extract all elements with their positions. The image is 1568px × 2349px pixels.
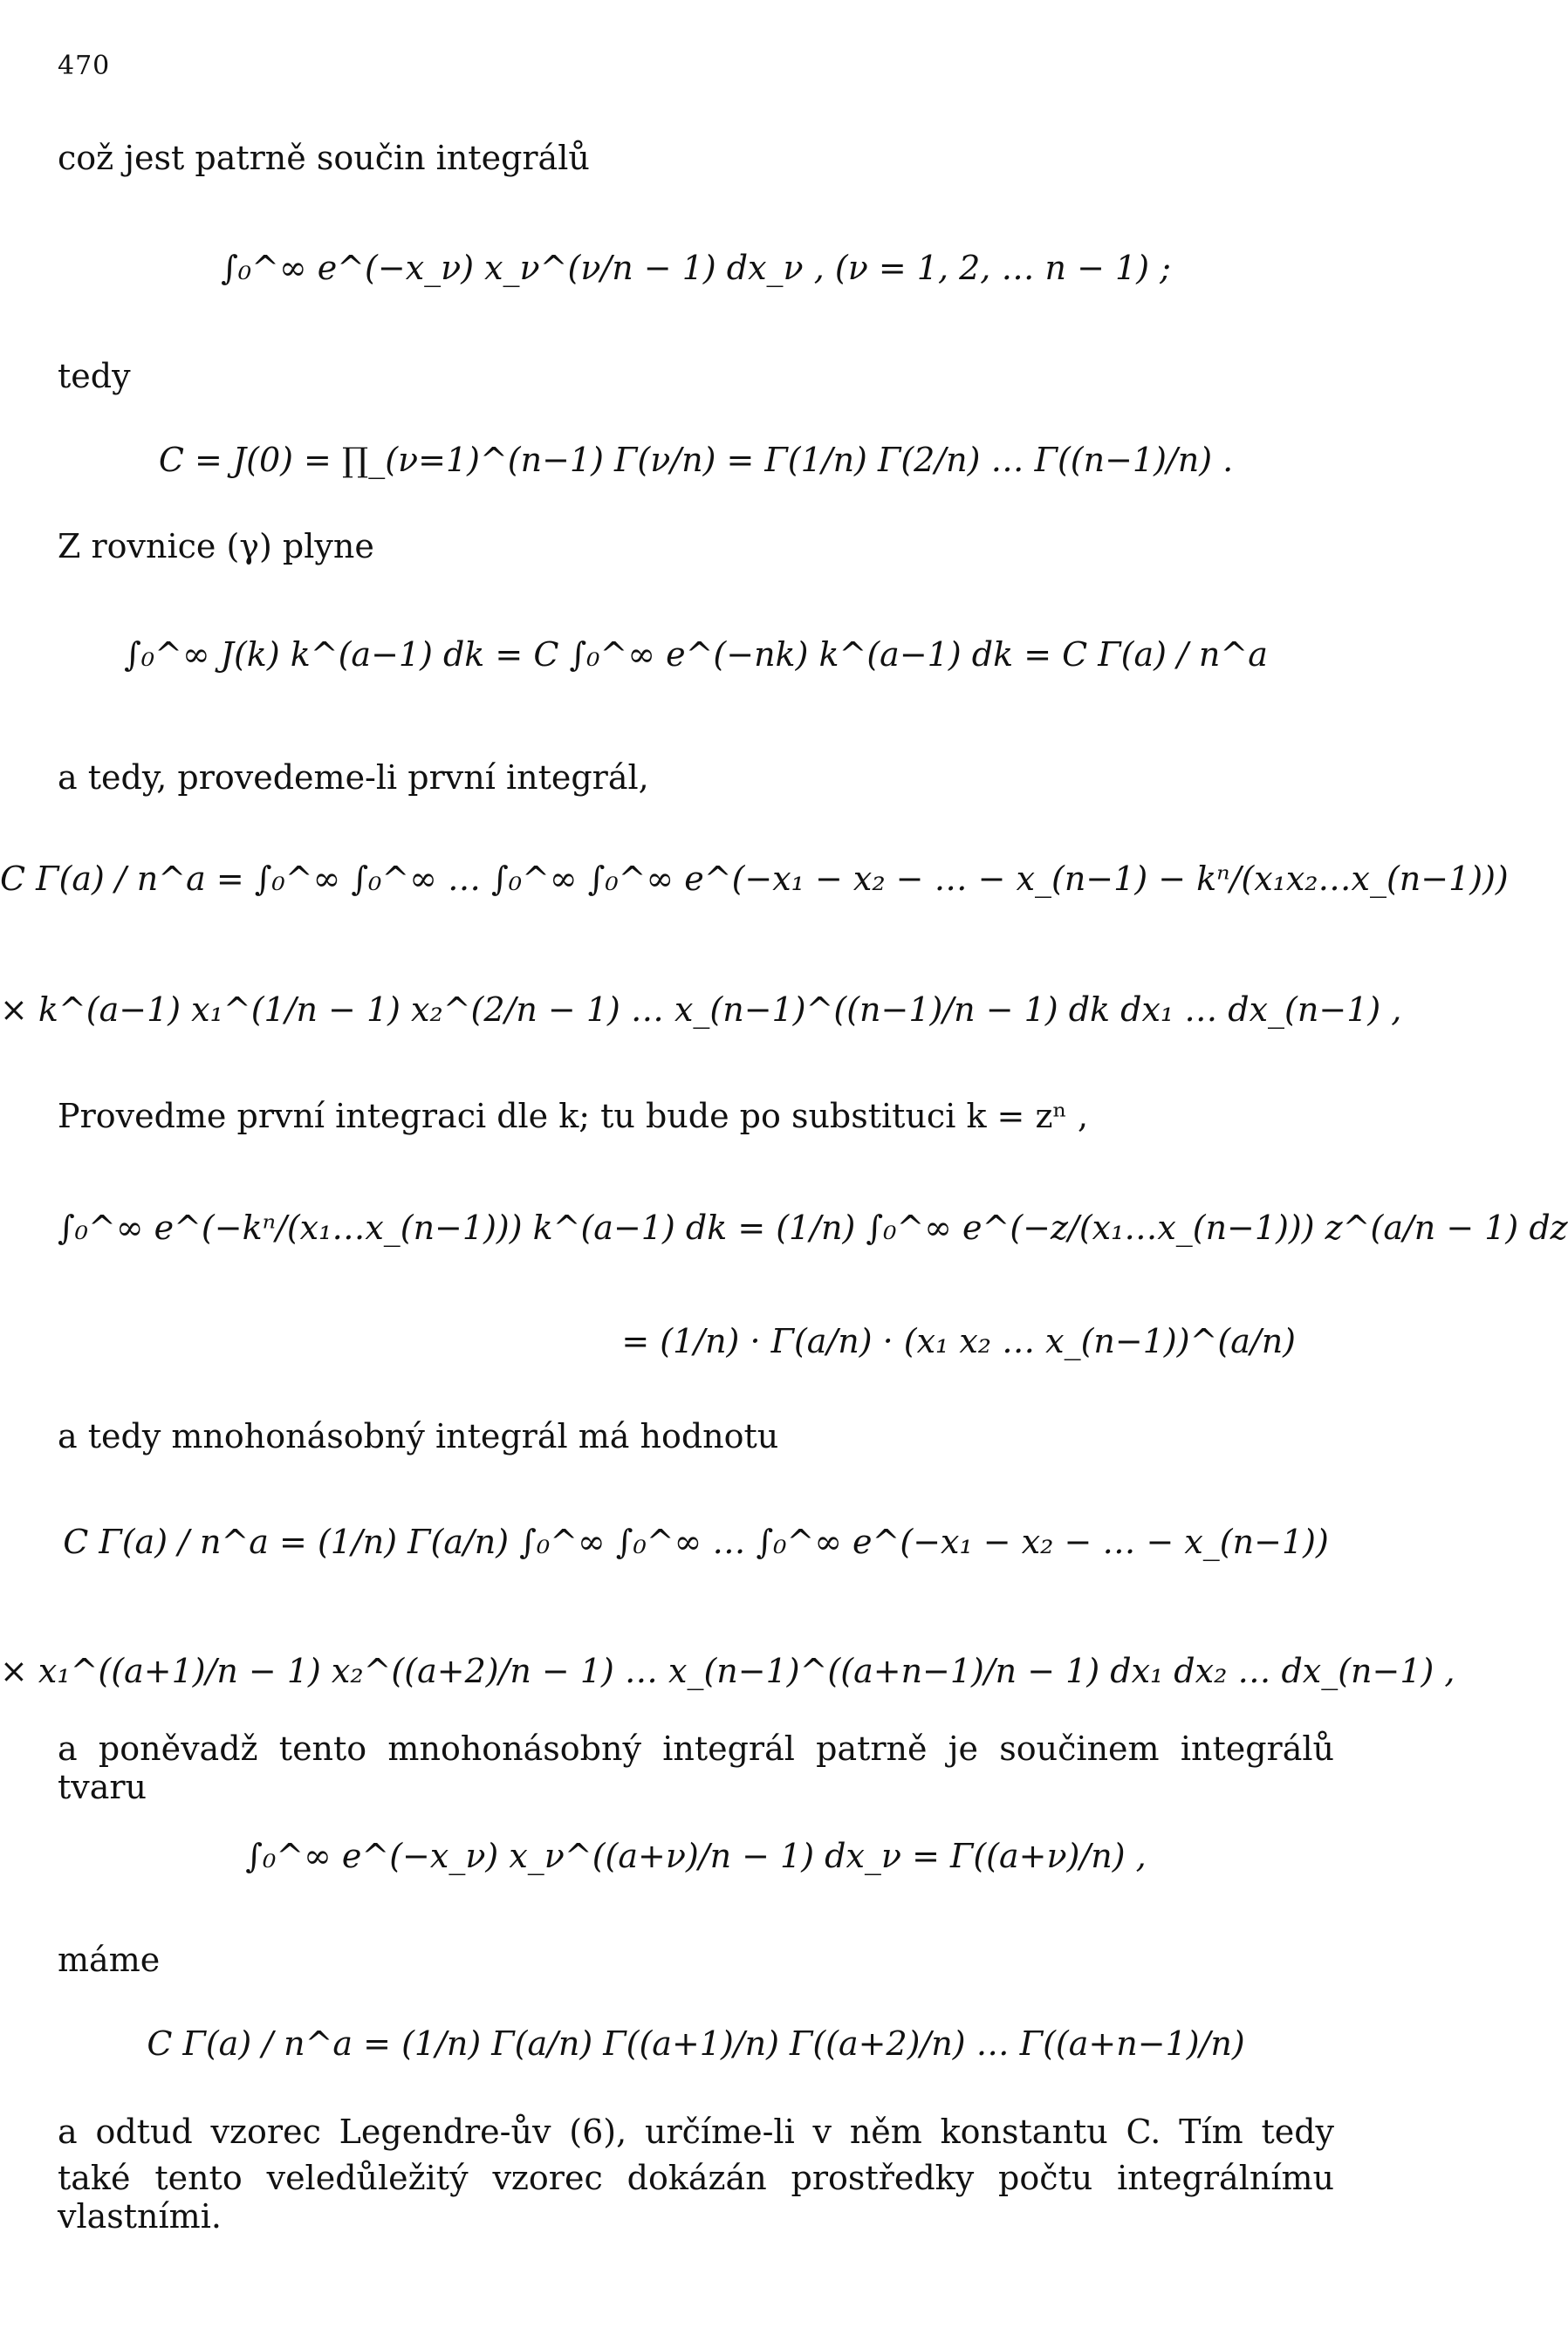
equation-multiple-integral: C Γ(a) / n^a = ∫₀^∞ ∫₀^∞ … ∫₀^∞ ∫₀^∞ e^(−x₁ − x₂ − … − x_(n−1) − kⁿ/(x₁x₂…x_(n−1))) <box>0 859 1509 898</box>
equation-gamma-integrals: ∫₀^∞ e^(−x_ν) x_ν^(ν/n − 1) dx_ν , (ν = 1, 2, … n − 1) ; <box>221 249 1171 287</box>
equation-substitution: ∫₀^∞ e^(−kⁿ/(x₁…x_(n−1))) k^(a−1) dk = (1/n) ∫₀^∞ e^(−z/(x₁…x_(n−1))) z^(a/n − 1) dz <box>58 1209 1568 1247</box>
paragraph-substitution: Provedme první integraci dle k; tu bude po substituci k = zⁿ , <box>58 1097 1089 1135</box>
equation-substitution-result: = (1/n) · Γ(a/n) · (x₁ x₂ … x_(n−1))^(a/n) <box>621 1322 1296 1360</box>
paragraph-mame: máme <box>58 1941 161 1979</box>
paragraph-conclusion-2: také tento veledůležitý vzorec dokázán prostředky počtu integrálnímu vlastními. <box>58 2159 1334 2236</box>
paragraph-value: a tedy mnohonásobný integrál má hodnotu <box>58 1417 779 1455</box>
equation-multiple-integral-factor: × k^(a−1) x₁^(1/n − 1) x₂^(2/n − 1) … x_(n−1)^((n−1)/n − 1) dk dx₁ … dx_(n−1) , <box>0 990 1402 1029</box>
paragraph-intro: což jest patrně součin integrálů <box>58 139 590 177</box>
equation-legendre: C Γ(a) / n^a = (1/n) Γ(a/n) Γ((a+1)/n) Γ((a+2)/n) … Γ((a+n−1)/n) <box>147 2024 1245 2063</box>
equation-reduced-integral-factor: × x₁^((a+1)/n − 1) x₂^((a+2)/n − 1) … x_(n−1)^((a+n−1)/n − 1) dx₁ dx₂ … dx_(n−1) , <box>0 1652 1455 1690</box>
equation-gamma-form: ∫₀^∞ e^(−x_ν) x_ν^((a+ν)/n − 1) dx_ν = Γ((a+ν)/n) , <box>245 1837 1147 1875</box>
page-number: 470 <box>58 51 111 81</box>
paragraph-conclusion-1: a odtud vzorec Legendre-ův (6), určíme-li v něm konstantu C. Tím tedy <box>58 2113 1334 2151</box>
paragraph-rovnice: Z rovnice (γ) plyne <box>58 527 374 565</box>
equation-reduced-integral: C Γ(a) / n^a = (1/n) Γ(a/n) ∫₀^∞ ∫₀^∞ … ∫₀^∞ e^(−x₁ − x₂ − … − x_(n−1)) <box>63 1523 1329 1561</box>
equation-j-integral: ∫₀^∞ J(k) k^(a−1) dk = C ∫₀^∞ e^(−nk) k^(a−1) dk = C Γ(a) / n^a <box>124 635 1268 674</box>
paragraph-tedy: tedy <box>58 357 131 395</box>
paragraph-product: a poněvadž tento mnohonásobný integrál patrně je součinem integrálů tvaru <box>58 1729 1334 1806</box>
equation-constant-c: C = J(0) = ∏_(ν=1)^(n−1) Γ(ν/n) = Γ(1/n) Γ(2/n) … Γ((n−1)/n) . <box>158 441 1234 479</box>
paragraph-first-integral: a tedy, provedeme-li první integrál, <box>58 758 649 797</box>
